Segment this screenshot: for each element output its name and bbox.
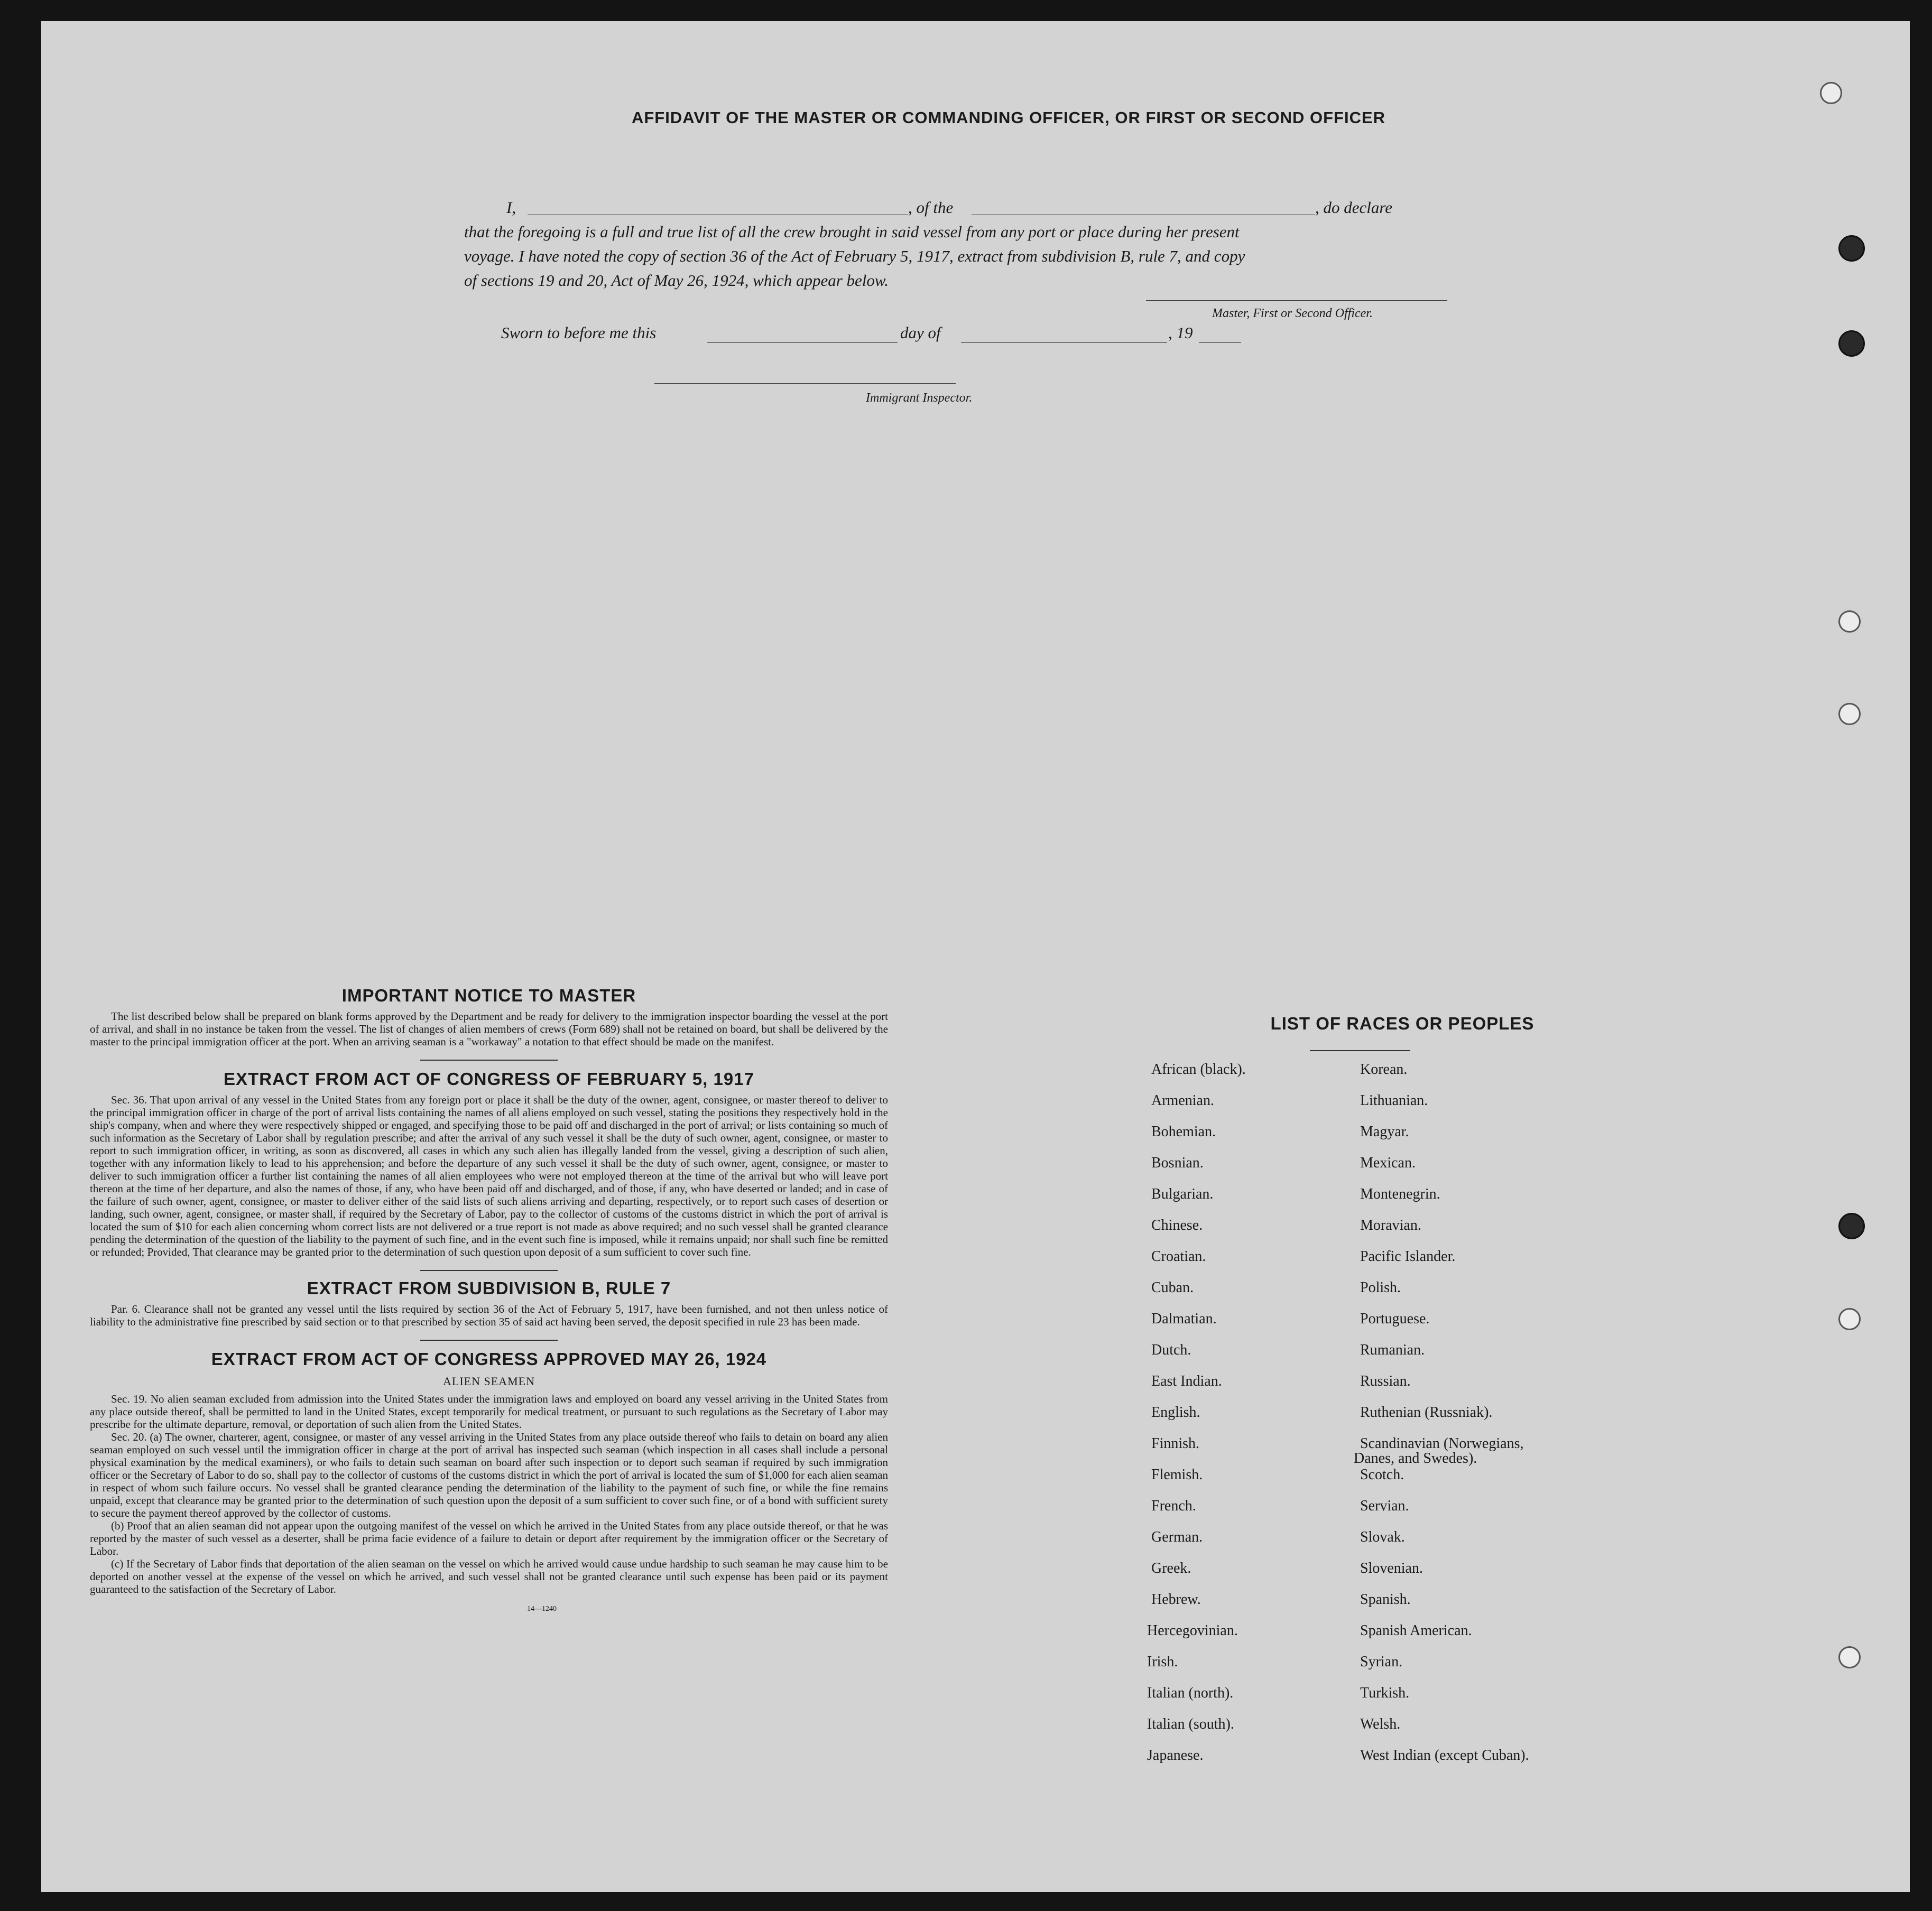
sec-20c: (c) If the Secretary of Labor finds that deportation of the alien seaman on the vessel on which he arrived would cause undue hardship to such seaman he may cause him to be deported on another vessel at the expense of the vessel on which he arrived, and such vessel shall not be granted clearance until such expense has been paid or its payment guaranteed to the satisfaction of the Secretary of Labor. [90,1557,888,1595]
race-item: West Indian (except Cuban). [1360,1747,1529,1764]
year-label: , 19 [1168,323,1193,342]
races-heading-rule [1310,1050,1410,1051]
race-item: Magyar. [1360,1124,1409,1140]
race-item: Irish. [1147,1654,1178,1670]
race-item: Croatian. [1151,1248,1206,1265]
race-item: Spanish American. [1360,1622,1472,1639]
affidavit-line-3: voyage. I have noted the copy of section 36 of the Act of February 5, 1917, extract from subdivision B, rule 7, and copy [464,247,1245,265]
race-item: African (black). [1151,1061,1246,1078]
race-item: Slovenian. [1360,1560,1423,1576]
race-item: Finnish. [1151,1435,1200,1452]
act-1917-text: Sec. 36. That upon arrival of any vessel in the United States from any foreign port or place it shall be the duty of the owner, agent, consignee, or master thereof to deliver to the principal immigration officer in charge of the port of arrival lists containing the names of all aliens employed on such vessel, stating the positions they respectively hold in the ship's company, when and where they were respectively shipped or engaged, and specifying those to be paid off and discharged in the port of arrival; or lists containing so much of such information as the Secretary of Labor shall by regulation prescribe; and after the arrival of any such vessel it shall be the duty of such owner, agent, consignee, or master to report to such immigration officer, in writing, as soon as discovered, all cases in which any such alien has illegally landed from the vessel, giving a description of such alien, together with any information likely to lead to his apprehension; and before the departure of any such vessel it shall be the duty of such owner, agent, consignee, or master to deliver to such immigration officer a further list containing the names of all alien employees who were not employed thereon at the time of the arrival but who will leave port thereon at the time of her departure, and also the names of those, if any, who have been paid off and discharged, and of those, if any, who have deserted or landed; and in case of the failure of such owner, agent, consignee, or master to deliver either of the said lists of such aliens arriving and departing, respectively, or to report such cases of desertion or landing, such owner, agent, consignee, or master shall, if required by the Secretary of Labor, pay to the collector of customs of the customs district in which the port of arrival is located the sum of $10 for each alien concerning whom correct lists are not delivered or a true report is not made as above required; and no such vessel shall be granted clearance pending the determination of the question of the liability to the payment of such fine, and in the event such fine is imposed, while it remains unpaid; nor shall such fine be remitted or refunded; Provided, That clearance may be granted prior to the determination of such question upon deposit of a sum sufficient to cover such fine. [90,1093,888,1258]
race-item: Servian. [1360,1498,1409,1514]
race-item: Montenegrin. [1360,1186,1440,1202]
act-1917-heading: EXTRACT FROM ACT OF CONGRESS OF FEBRUARY 5, 1917 [224,1069,754,1089]
form-number: 14—1240 [527,1605,557,1613]
day-of-label: day of [900,323,941,342]
affidavit-i: I, [506,198,516,217]
race-item: Scandinavian (Norwegians, [1360,1435,1524,1452]
race-item: Danes, and Swedes). [1354,1450,1477,1467]
race-item: Italian (north). [1147,1685,1234,1701]
rule-7-text: Par. 6. Clearance shall not be granted any vessel until the lists required by section 36 of the Act of February 5, 1917, have been furnished, and not then unless notice of liability to the administrative fine prescribed by said section or to that prescribed by section 35 of said act having been served, the deposit specified in rule 23 has been made. [90,1303,888,1328]
race-item: French. [1151,1498,1196,1514]
race-item: Slovak. [1360,1529,1405,1545]
notice-text: The list described below shall be prepared on blank forms approved by the Department and be ready for delivery to the immigration inspector boarding the vessel at the port of arrival, and shall in no instance be taken from the vessel. The list of changes of alien members of crews (Form 689) shall not be retained on board, but shall be delivered by the master to the principal immigration officer at the port. When an arriving seaman is a "workaway" a notation to that effect should be made on the manifest. [90,1010,888,1048]
race-item: Japanese. [1147,1747,1204,1764]
race-item: Spanish. [1360,1591,1411,1608]
sworn-label: Sworn to before me this [501,323,657,342]
race-item: East Indian. [1151,1373,1222,1389]
race-item: Cuban. [1151,1279,1194,1296]
act-1924-heading: EXTRACT FROM ACT OF CONGRESS APPROVED MAY 26, 1924 [211,1349,767,1369]
inspector-label: Immigrant Inspector. [866,391,973,405]
race-item: Bohemian. [1151,1124,1216,1140]
master-signature-label: Master, First or Second Officer. [1212,307,1373,320]
race-item: Syrian. [1360,1654,1403,1670]
race-item: Flemish. [1151,1467,1203,1483]
race-item: Dutch. [1151,1342,1191,1358]
race-item: Armenian. [1151,1092,1214,1109]
race-item: Moravian. [1360,1217,1421,1233]
race-item: Greek. [1151,1560,1191,1576]
race-item: Welsh. [1360,1716,1401,1732]
master-signature-line [1146,300,1447,301]
affidavit-line-4: of sections 19 and 20, Act of May 26, 1924, which appear below. [464,271,889,290]
alien-seamen-subheading: ALIEN SEAMEN [443,1375,535,1388]
punch-hole [1838,1308,1861,1330]
race-item: Hebrew. [1151,1591,1201,1608]
race-item: Turkish. [1360,1685,1410,1701]
race-item: Lithuanian. [1360,1092,1428,1109]
race-item: Korean. [1360,1061,1408,1078]
sec-20a: Sec. 20. (a) The owner, charterer, agent, consignee, or master of any vessel arriving in the United States from any place outside thereof who fails to detain on board any alien seaman employed on such vessel until the immigration officer in charge at the port of arrival has inspected such seaman (which inspection in all cases shall include a personal physical examination by the medical examiners), or who fails to detain such seaman on board after such inspection or to deport such seaman if required by such immigration officer or the Secretary of Labor to do so, shall pay to the collector of customs of the customs district in which the port of arrival is located the sum of $1,000 for each alien seaman in respect of whom such failure occurs. No vessel shall be granted clearance pending the determination of the liability to the payment of such fine, or while the fine remains unpaid, except that clearance may be granted prior to the determination of such question upon the deposit of a sum sufficient to cover such fine, or of a bond with sufficient surety to secure the payment thereof approved by the collector of customs. [90,1431,888,1519]
race-item: Bulgarian. [1151,1186,1214,1202]
sec-19: Sec. 19. No alien seaman excluded from admission into the United States under the immigration laws and employed on board any vessel arriving in the United States from any place outside thereof, shall be permitted to land in the United States, except temporarily for medical treatment, or pursuant to such regulations as the Secretary of Labor may prescribe for the ultimate departure, removal, or deportation of such alien from the United States. [90,1393,888,1431]
punch-hole [1838,703,1861,725]
race-item: Hercegovinian. [1147,1622,1238,1639]
punch-hole [1838,1213,1865,1239]
punch-hole [1838,610,1861,633]
punch-hole [1838,330,1865,357]
races-heading: LIST OF RACES OR PEOPLES [1270,1014,1534,1033]
punch-hole [1838,235,1865,262]
affidavit-of-the: , of the [908,198,954,217]
race-item: Mexican. [1360,1155,1416,1171]
affidavit-declare: , do declare [1315,198,1393,217]
race-item: Rumanian. [1360,1342,1425,1358]
race-item: Russian. [1360,1373,1411,1389]
race-item: German. [1151,1529,1203,1545]
race-item: Chinese. [1151,1217,1203,1233]
act-1924-text [90,1393,888,1595]
sec-20b: (b) Proof that an alien seaman did not appear upon the outgoing manifest of the vessel on which he arrived in the United States from any place outside thereof, or that he was reported by the master of such vessel as a deserter, shall be prima facie evidence of a failure to detain or deport after requirement by the immigration officer or the Secretary of Labor. [90,1519,888,1557]
race-item: Ruthenian (Russniak). [1360,1404,1493,1421]
race-item: Polish. [1360,1279,1401,1296]
race-item: English. [1151,1404,1200,1421]
affidavit-heading: AFFIDAVIT OF THE MASTER OR COMMANDING OFFICER, OR FIRST OR SECOND OFFICER [631,108,1386,127]
notice-heading: IMPORTANT NOTICE TO MASTER [341,986,636,1005]
race-item: Bosnian. [1151,1155,1204,1171]
punch-hole [1820,82,1842,104]
manifest-page [41,21,1910,1892]
race-item: Scotch. [1360,1467,1404,1483]
inspector-signature-line [654,383,956,384]
affidavit-line-2: that the foregoing is a full and true list of all the crew brought in said vessel from any port or place during her present [464,222,1240,241]
race-item: Portuguese. [1360,1311,1430,1327]
punch-hole [1838,1646,1861,1668]
race-item: Italian (south). [1147,1716,1234,1732]
race-item: Dalmatian. [1151,1311,1217,1327]
race-item: Pacific Islander. [1360,1248,1456,1265]
rule-7-heading: EXTRACT FROM SUBDIVISION B, RULE 7 [307,1278,671,1298]
